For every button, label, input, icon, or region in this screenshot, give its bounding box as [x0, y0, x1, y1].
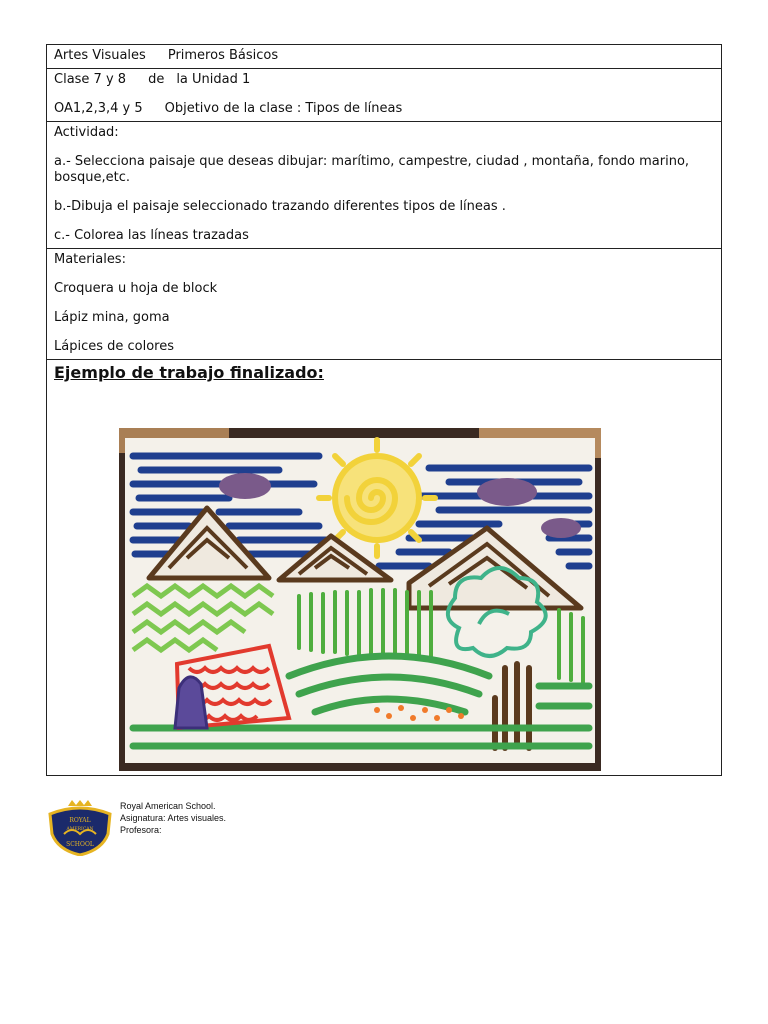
logo-text-mid: AMERICAN [66, 827, 94, 832]
unidad-label: la Unidad 1 [176, 72, 251, 87]
actividad-cell [47, 122, 722, 249]
de-label: de [148, 72, 165, 87]
class-info-cell [47, 69, 722, 122]
footer-school: Royal American School. [120, 801, 216, 811]
footer-profesora: Profesora: [120, 825, 162, 835]
logo-text-bottom: SCHOOL [66, 841, 94, 848]
actividad-title: Actividad: [54, 125, 119, 140]
footer-text-block [120, 800, 226, 836]
landscape-painting-image [119, 428, 601, 771]
subject-label: Artes Visuales [54, 48, 146, 63]
school-crest-logo [46, 800, 114, 856]
row-actividad [47, 122, 722, 249]
logo-text-top: ROYAL [69, 817, 91, 824]
actividad-item-c: c.- Colorea las líneas trazadas [54, 228, 249, 243]
objective-label: Objetivo de la clase : Tipos de líneas [164, 101, 403, 116]
header-cell [47, 45, 722, 69]
class-line [54, 72, 714, 88]
actividad-item-a: a.- Selecciona paisaje que deseas dibujar: marítimo, campestre, ciudad , montaña, fondo marino, bosque,etc. [54, 154, 690, 185]
oa-label: OA1,2,3,4 y 5 [54, 101, 143, 116]
example-title: Ejemplo de trabajo finalizado: [54, 363, 324, 382]
row-class-info [47, 69, 722, 122]
material-item-3: Lápices de colores [54, 339, 175, 354]
row-header [47, 45, 722, 69]
materiales-title: Materiales: [54, 252, 126, 267]
clase-label: Clase 7 y 8 [54, 72, 127, 87]
row-materiales [47, 249, 722, 360]
materiales-cell [47, 249, 722, 360]
footer-asignatura: Asignatura: Artes visuales. [120, 813, 227, 823]
material-item-2: Lápiz mina, goma [54, 310, 170, 325]
level-label: Primeros Básicos [167, 48, 279, 63]
footer [46, 798, 346, 858]
material-item-1: Croquera u hoja de block [54, 281, 218, 296]
objective-line [54, 101, 714, 117]
actividad-item-b: b.-Dibuja el paisaje seleccionado trazando diferentes tipos de líneas . [54, 199, 506, 214]
